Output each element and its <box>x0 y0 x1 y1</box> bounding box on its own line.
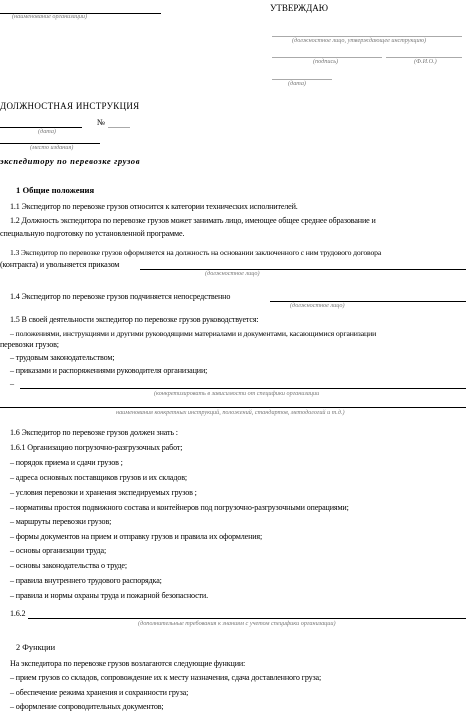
list-item: – трудовым законодательством; <box>10 353 115 362</box>
list-item: – правила внутреннего трудового распорядка; <box>10 576 162 585</box>
para-1-6-2: 1.6.2 <box>10 609 26 618</box>
list-item: – основы организации труда; <box>10 546 107 555</box>
list-item: – порядок приема и сдачи грузов ; <box>10 458 123 467</box>
list-item: – прием грузов со складов, сопровождение их к месту назначения, сдача доставленного груза; <box>10 673 322 682</box>
list-item: – нормативы простоя подвижного состава и контейнеров под погрузочно-разгрузочными операциями; <box>10 503 349 512</box>
fio-caption: (Ф.И.О.) <box>414 58 437 65</box>
para-1-5: 1.5 В своей деятельности экспедитор по перевозке грузов руководствуется: <box>10 315 259 324</box>
other-docs-caption-1: (конкретизировать в зависимости от специфики организации <box>154 390 320 397</box>
section2-intro: На экспедитора по перевозке грузов возлагаются следующие функции: <box>10 659 246 668</box>
dismiss-by-line[interactable] <box>140 269 466 270</box>
para-1-3a: 1.3 Экспедитор по перевозке грузов оформляется на должность на основании заключенного с ним трудового договора <box>10 248 382 257</box>
extra-knowledge-caption: (дополнительные требования к знаниям с учетом специфики организации) <box>138 620 336 627</box>
number-sign: № <box>97 118 105 127</box>
list-item: – правила и нормы охраны труда и пожарной безопасности. <box>10 591 208 600</box>
org-name-caption: (наименование организации) <box>12 13 88 20</box>
document-subject: экспедитору по перевозке грузов <box>0 156 141 166</box>
dismiss-by-caption: (должностное лицо) <box>205 270 260 277</box>
other-docs-caption-2: наименования конкретных инструкций, положений, стандартов, методологий и т.д.) <box>116 409 345 416</box>
place-caption: (место издания) <box>30 144 74 151</box>
para-1-2b: специальную подготовку по установленной программе. <box>0 229 185 238</box>
para-1-6-1: 1.6.1 Организацию погрузочно-разгрузочных работ; <box>10 443 183 452</box>
list-item: – адреса основных поставщиков грузов и их складов; <box>10 473 188 482</box>
list-item: перевозки грузов; <box>0 340 59 349</box>
other-docs-line-2[interactable] <box>0 407 466 408</box>
other-docs-line[interactable] <box>20 388 466 389</box>
approve-date-caption: (дата) <box>288 80 306 87</box>
section2-heading: 2 Функции <box>16 643 56 652</box>
document-title: ДОЛЖНОСТНАЯ ИНСТРУКЦИЯ <box>0 101 140 111</box>
para-1-6: 1.6 Экспедитор по перевозке грузов должен знать : <box>10 428 178 437</box>
list-item: – приказами и распоряжениями руководителя организации; <box>10 366 208 375</box>
list-item: – формы документов на прием и отправку грузов и правила их оформления; <box>10 532 263 541</box>
para-1-4: 1.4 Экспедитор по перевозке грузов подчиняется непосредственно <box>10 292 231 301</box>
list-item: – условия перевозки и хранения экспедируемых грузов ; <box>10 488 197 497</box>
subordinate-to-caption: (должностное лицо) <box>290 302 345 309</box>
para-1-3b: (контракта) и увольняется приказом <box>0 260 120 269</box>
doc-number-line[interactable] <box>108 127 130 128</box>
approve-label: УТВЕРЖДАЮ <box>270 3 329 13</box>
list-item: – положениями, инструкциями и другими руководящими материалами и документами, касающимися организации <box>10 329 377 338</box>
list-item: – маршруты перевозки грузов; <box>10 517 112 526</box>
para-1-1: 1.1 Экспедитор по перевозке грузов относится к категории технических исполнителей. <box>10 202 298 211</box>
doc-date-caption: (дата) <box>38 128 56 135</box>
list-item: – <box>10 379 14 388</box>
list-item: – основы законодательства о труде; <box>10 561 127 570</box>
list-item: – оформление сопроводительных документов; <box>10 702 164 711</box>
signature-caption: (подпись) <box>313 58 339 65</box>
para-1-2a: 1.2 Должность экспедитора по перевозке грузов может занимать лицо, имеющее общее среднее образование и <box>10 216 376 225</box>
extra-knowledge-line[interactable] <box>28 618 466 619</box>
approver-position-caption: (должностное лицо, утверждающее инструкцию) <box>292 37 427 44</box>
section1-heading: 1 Общие положения <box>16 185 95 195</box>
list-item: – обеспечение режима хранения и сохранности груза; <box>10 688 189 697</box>
